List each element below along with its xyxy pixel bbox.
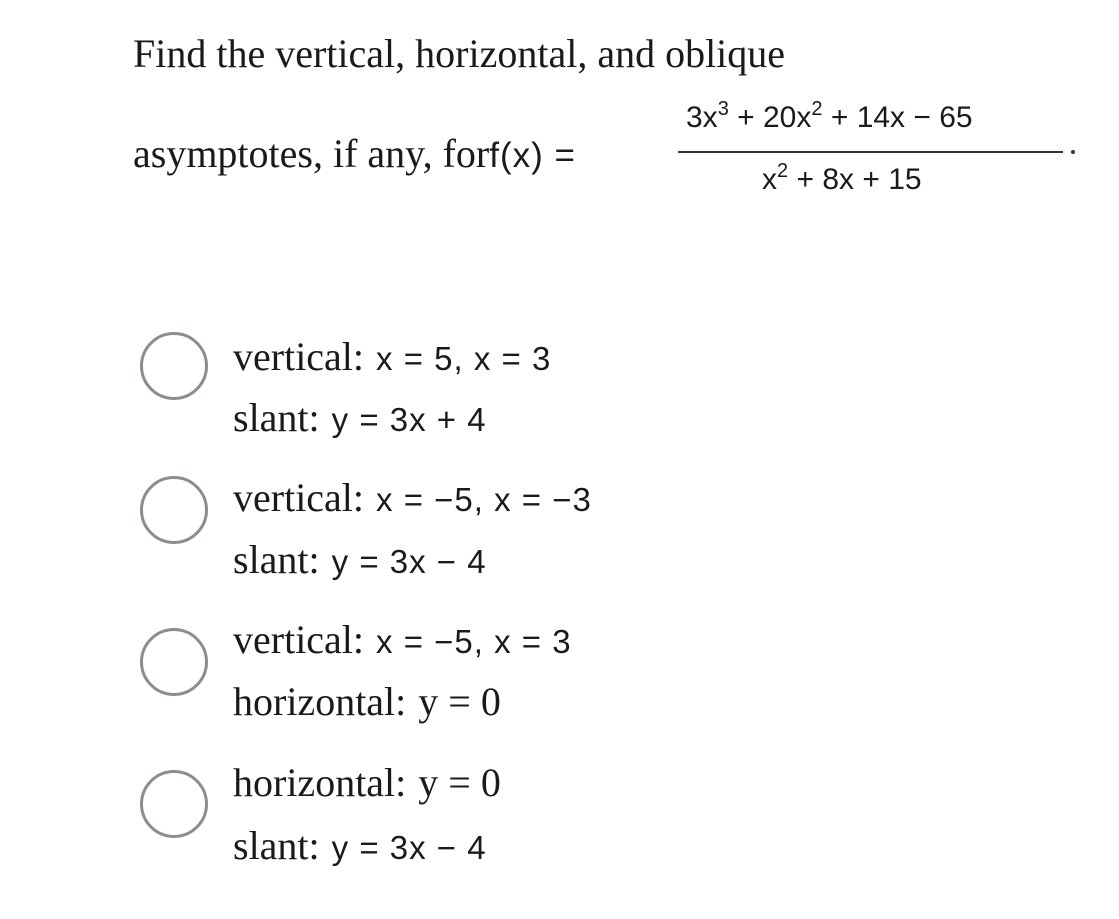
option-b-line1-label: vertical: [233, 475, 365, 520]
denominator-term-2: + 8x + 15 [788, 163, 922, 196]
option-c-line1-math: x = −5, x = 3 [376, 623, 572, 660]
option-d-line2-label: slant: [233, 823, 320, 868]
answer-option-d[interactable] [140, 746, 940, 876]
option-a-line2 [233, 395, 487, 440]
option-b-line1 [233, 475, 592, 520]
answer-option-c[interactable] [140, 604, 940, 734]
radio-button-a[interactable] [140, 332, 208, 400]
numerator-exponent-2: 2 [811, 98, 823, 120]
numerator-term-2: + 20x [728, 101, 812, 134]
numerator-exponent-1: 3 [717, 98, 729, 120]
option-b-line1-math: x = −5, x = −3 [376, 481, 592, 518]
denominator [762, 160, 922, 196]
denominator-exponent-1: 2 [777, 160, 789, 182]
option-d-line2-math: y = 3x − 4 [331, 829, 487, 866]
option-c-line2-label: horizontal: [233, 679, 407, 724]
question-text-line2 [133, 131, 576, 176]
radio-button-b[interactable] [140, 476, 208, 544]
option-a-line2-math: y = 3x + 4 [331, 401, 487, 438]
option-d-line1-math: y = 0 [418, 760, 501, 805]
option-c-line2-math: y = 0 [418, 679, 501, 724]
option-b-line2-label: slant: [233, 537, 320, 582]
option-a-line1 [233, 334, 552, 379]
fraction-bar [678, 151, 1063, 153]
option-a-line1-math: x = 5, x = 3 [376, 340, 552, 377]
answer-option-a[interactable] [140, 320, 940, 450]
question-period [1071, 150, 1075, 154]
option-b-line2 [233, 537, 487, 582]
option-d-line1-label: horizontal: [233, 760, 407, 805]
question-prefix: asymptotes, if any, for [133, 131, 490, 176]
option-a-line2-label: slant: [233, 395, 320, 440]
option-d-line1 [233, 760, 501, 805]
option-c-line2 [233, 679, 501, 724]
numerator [686, 98, 973, 134]
numerator-term-3: + 14x − 65 [822, 101, 973, 134]
radio-button-c[interactable] [140, 628, 208, 696]
answer-option-b[interactable] [140, 462, 940, 592]
option-c-line1 [233, 617, 572, 662]
option-a-line1-label: vertical: [233, 334, 365, 379]
numerator-term-1: 3x [686, 101, 718, 134]
question-text-line1: Find the vertical, horizontal, and oblique [133, 31, 786, 76]
option-d-line2 [233, 823, 487, 868]
option-c-line1-label: vertical: [233, 617, 365, 662]
denominator-term-1: x [762, 163, 777, 196]
radio-button-d[interactable] [140, 770, 208, 838]
option-b-line2-math: y = 3x − 4 [331, 543, 487, 580]
function-label: f(x) = [489, 136, 576, 175]
